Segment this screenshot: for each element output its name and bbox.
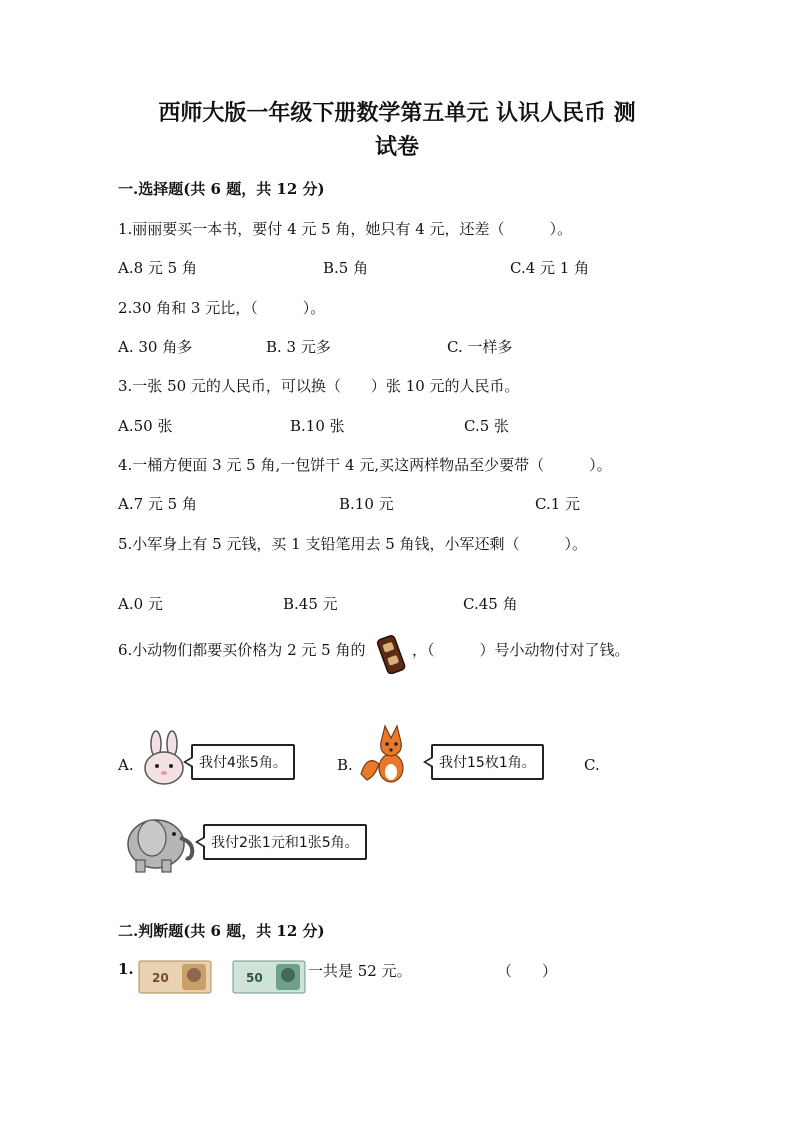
q3-option-b[interactable]: B.10 张 — [290, 417, 345, 435]
judge-question-1-number: 1. — [118, 960, 134, 978]
q1-option-c[interactable]: C.4 元 1 角 — [510, 259, 590, 277]
q5-option-a[interactable]: A.0 元 — [118, 595, 163, 613]
question-1: 1.丽丽要买一本书，要付 4 元 5 角，她只有 4 元，还差（ ）。 — [118, 220, 573, 238]
q4-option-a[interactable]: A.7 元 5 角 — [118, 495, 197, 513]
q2-option-b[interactable]: B. 3 元多 — [266, 338, 331, 356]
question-3: 3.一张 50 元的人民币，可以换（ ）张 10 元的人民币。 — [118, 377, 520, 395]
q5-option-b[interactable]: B.45 元 — [283, 595, 338, 613]
speech-bubble-c: 我付2张1元和1张5角。 — [203, 824, 367, 860]
fox-icon — [357, 724, 419, 786]
title-line-1: 西师大版一年级下册数学第五单元 认识人民币 测 — [158, 100, 636, 126]
question-4: 4.一桶方便面 3 元 5 角,一包饼干 4 元,买这两样物品至少要带（ ）。 — [118, 456, 612, 474]
q6-option-b[interactable]: B. — [337, 756, 353, 774]
answer-parentheses[interactable]: （ ） — [497, 962, 558, 980]
section-1-heading: 一.选择题(共 6 题，共 12 分) — [118, 180, 325, 198]
q4-option-b[interactable]: B.10 元 — [339, 495, 394, 513]
speech-bubble-b: 我付15枚1角。 — [431, 744, 544, 780]
page-title — [0, 96, 794, 164]
q6-option-c[interactable]: C. — [584, 756, 600, 774]
rabbit-icon — [142, 730, 186, 786]
q5-option-c[interactable]: C.45 角 — [463, 595, 518, 613]
q6-option-a[interactable]: A. — [118, 756, 134, 774]
title-line-2: 试卷 — [374, 134, 419, 160]
section-2-heading: 二.判断题(共 6 题，共 12 分) — [118, 922, 325, 940]
note-50-value: 50 — [246, 971, 263, 985]
banknote-20-icon — [138, 958, 214, 996]
q2-option-c[interactable]: C. 一样多 — [447, 338, 513, 356]
q3-option-c[interactable]: C.5 张 — [464, 417, 510, 435]
question-5: 5.小军身上有 5 元钱，买 1 支铅笔用去 5 角钱，小军还剩（ ）。 — [118, 535, 588, 553]
note-20-value: 20 — [152, 971, 169, 985]
speech-bubble-a: 我付4张5角。 — [191, 744, 295, 780]
banknote-50-icon — [232, 958, 308, 996]
question-6-part-2: ，（ ）号小动物付对了钱。 — [412, 641, 630, 659]
q3-option-a[interactable]: A.50 张 — [118, 417, 173, 435]
q1-option-a[interactable]: A.8 元 5 角 — [118, 259, 197, 277]
question-2: 2.30 角和 3 元比，（ ）。 — [118, 299, 326, 317]
question-6-part-1: 6.小动物们都要买价格为 2 元 5 角的 — [118, 641, 366, 659]
q1-option-b[interactable]: B.5 角 — [323, 259, 369, 277]
elephant-icon — [122, 808, 198, 874]
pencil-case-icon — [374, 634, 412, 674]
judge-question-1-text: 一共是 52 元。 — [308, 962, 412, 980]
q4-option-c[interactable]: C.1 元 — [535, 495, 581, 513]
q2-option-a[interactable]: A. 30 角多 — [118, 338, 193, 356]
